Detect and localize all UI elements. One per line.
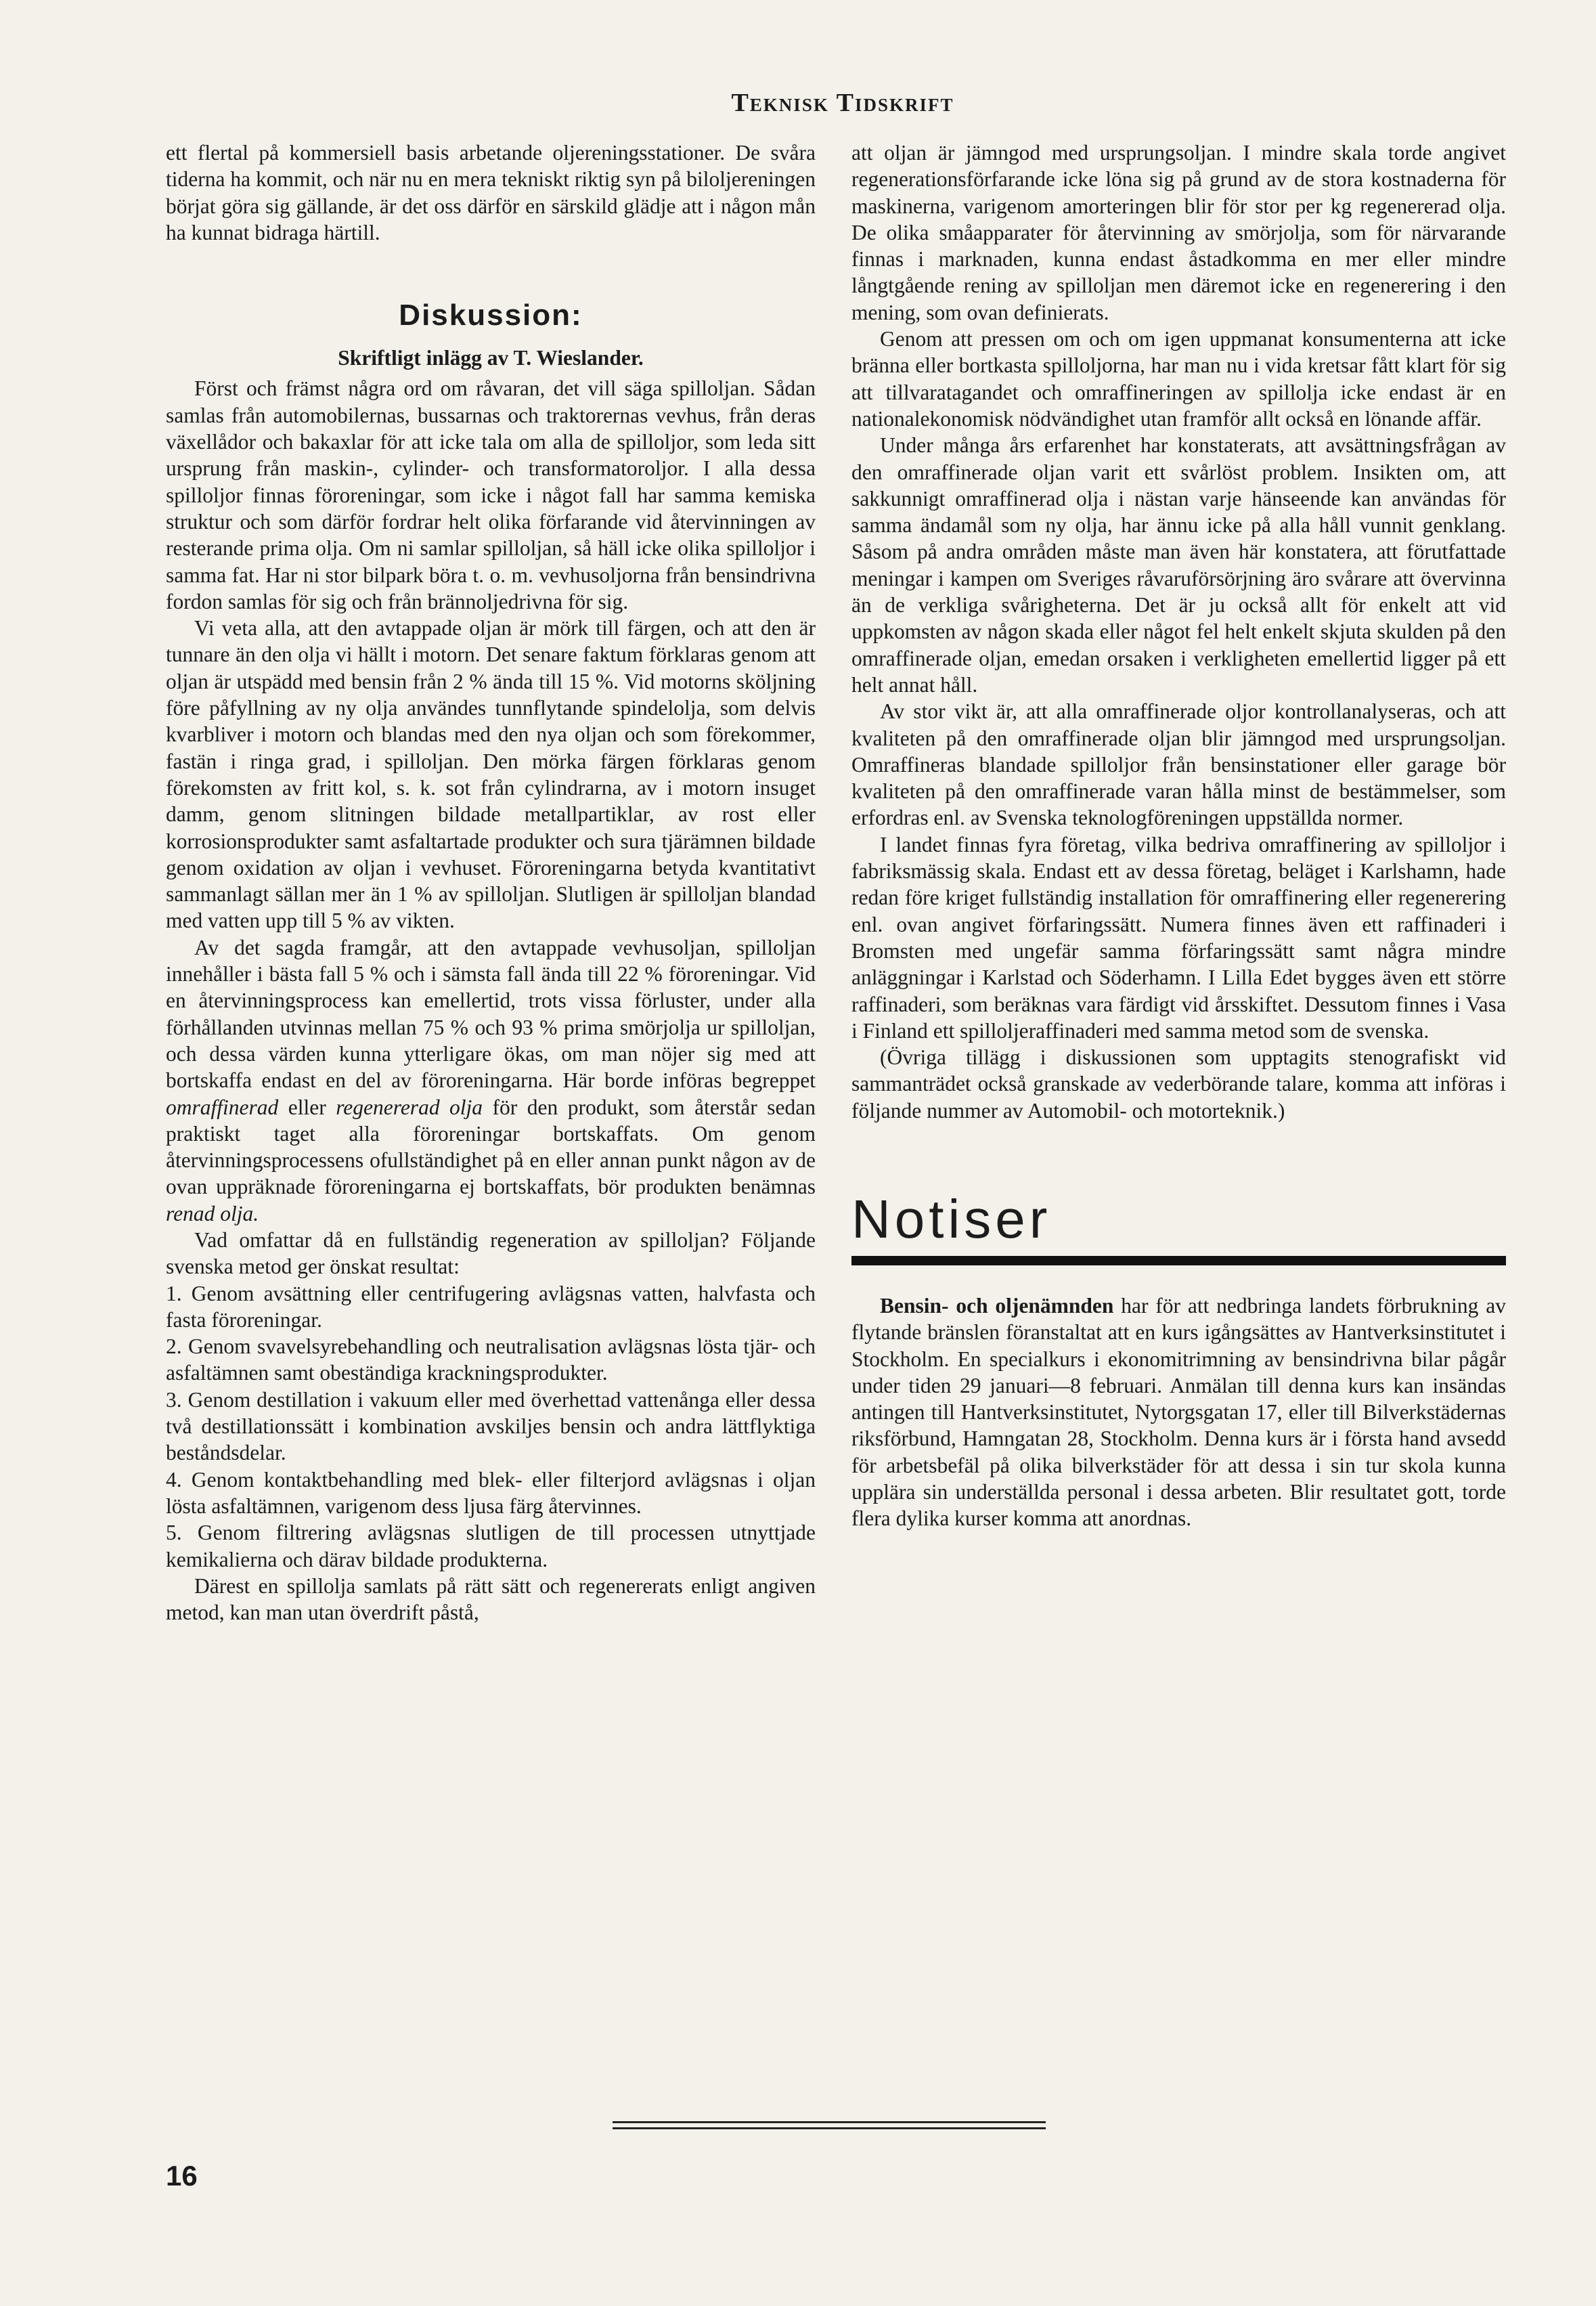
term-regenererad: regenererad olja [336,1095,483,1119]
discussion-heading: Diskussion: [399,299,583,332]
paragraph: Därest en spillolja samlats på rätt sätt och regenererats enligt angiven metod, kan man utan överdrift påstå, [166,1573,816,1625]
notiser-heading: Notiser [851,1188,1052,1249]
journal-title: Teknisk Tidskrift [731,89,954,117]
intro-paragraph: ett flertal på kommersiell basis arbetande oljereningsstationer. De svåra tiderna ha kommit, och när nu en mera tekniskt riktig syn på biloljereningen börjat göra sig gällande, är det oss därför en särskild glädje att i någon mån ha kunnat bidraga härtill. [166,141,816,244]
paragraph: Vi veta alla, att den avtappade oljan är mörk till färgen, och att den är tunnare än den olja vi hällt i motorn. Det senare faktum förklaras genom att oljan är utspädd med bensin från 2 % ända till 15 %. Vid motorns sköljning före påfyllning av ny olja användes tunnflytande spindelolja, som delvis kvarbliver i motorn och blandas med den nya oljan och som förekommer, fastän i ringa grad, i spilloljan. Den mörka färgen förklaras genom förekomsten av fritt kol, s. k. sot från cylindrarna, av i motorn insuget damm, genom slitningen bildade metallpartiklar, av rost eller korrosionsprodukter samt asfaltartade produkter och sura tjärämnen bildade genom oxidation av oljan i vevhuset. Föroreningarna betyda kvantitativt sammanlagt sällan mer än 1 % av spilloljan. Slutligen är spilloljan blandad med vatten upp till 5 % av vikten. [166,616,816,933]
notis-lead: Bensin- och oljenämnden [880,1293,1114,1318]
heading-rule [851,1256,1506,1265]
list-item: 2. Genom svavelsyrebehandling och neutralisation avlägsnas lösta tjär- och asfaltämnen samt obeständiga krackningsprodukter. [166,1334,816,1385]
list-item: 4. Genom kontaktbehandling med blek- eller filterjord avlägsnas i oljan lösta asfaltämnen, varigenom dess ljusa färg återvinnes. [166,1467,816,1518]
bottom-rule [613,2121,1046,2129]
byline: Skriftligt inlägg av T. Wieslander. [338,346,644,370]
paragraph: Vad omfattar då en fullständig regeneration av spilloljan? Följande svenska metod ger önskat resultat: [166,1227,816,1279]
paragraph: Först och främst några ord om råvaran, det vill säga spilloljan. Sådan samlas från automobilernas, bussarnas och traktorernas vevhus, från deras växellådor och bakaxlar för att icke tala om alla de spilloljor, som leda sitt ursprung från maskin-, cylinder- och transformatoroljor. I alla dessa spilloljor finnas föroreningar, som icke i något fall har samma kemiska struktur och som därför fordrar helt olika förfarande vid återvinningen av resterande prima olja. Om ni samlar spilloljan, så häll icke olika spilloljor i samma fat. Har ni stor bilpark böra t. o. m. vevhusoljorna från bensindrivna fordon samlas för sig och från brännoljedrivna för sig. [166,376,816,613]
paragraph: att oljan är jämngod med ursprungsoljan. I mindre skala torde angivet regenerationsförfarande icke löna sig på grund av de stora kostnaderna för maskinerna, varigenom amorteringen blir för stor per kg regenererad olja. De olika småapparater för återvinning av smörjolja, som för närvarande finnas i marknaden, kunna endast åstadkomma en mer eller mindre långtgående rening av spilloljan men däremot icke en regenerering i den mening, som ovan definierats. [851,141,1506,324]
notis-paragraph: Bensin- och oljenämnden har för att nedbringa landets förbrukning av flytande bränslen föranstaltat att en kurs igångsättes av Hantverksinstitutet i Stockholm. En specialkurs i ekonomitrimning av bensindrivna bilar pågår under tiden 29 januari—8 februari. Anmälan till denna kurs kan insändas antingen till Hantverksinstitutet, Nytorgsgatan 17, eller till Bilverkstädernas riksförbund, Hamngatan 28, Stockholm. Denna kurs är i första hand avsedd för arbetsbefäl på olika bilverkstäder för att dessa i sin tur skola kunna upplära sin underställda personal i dessa arbeten. Blir resultatet gott, torde flera dylika kurser komma att anordnas. [851,1293,1506,1531]
term-renad: renad olja. [166,1201,259,1225]
paragraph: I landet finnas fyra företag, vilka bedriva omraffinering av spilloljor i fabriksmässig skala. Endast ett av dessa företag, beläget i Karlshamn, hade redan före kriget fullständig installation för omraffinering eller regenerering enl. ovan angivet förfaringssätt. Numera finnes även ett raffinaderi i Bromsten med ungefär samma förfaringssätt samt några mindre anläggningar i Karlstad och Söderhamn. I Lilla Edet bygges även ett större raffinaderi, som beräknas vara färdigt vid årsskiftet. Dessutom finnes i Vasa i Finland ett spilloljeraffinaderi med samma metod som de svenska. [851,832,1506,1043]
right-column [851,139,1506,1532]
list-item: 3. Genom destillation i vakuum eller med överhettad vattenånga eller dessa två destillationssätt i kombination avskiljes bensin och andra lättflyktiga beståndsdelar. [166,1387,816,1465]
discussion-note: (Övriga tillägg i diskussionen som upptagits stenografiskt vid sammanträdet också granskade av vederbörande talare, komma att införas i följande nummer av Automobil- och motorteknik.) [851,1045,1506,1123]
paragraph: Genom att pressen om och om igen uppmanat konsumenterna att icke bränna eller bortkasta spilloljorna, har man nu i vida kretsar fått klart för sig att tillvaratagandet och omraffineringen av spillolja icke endast är en nationalekonomisk nödvändighet utan framför allt också en lönande affär. [851,327,1506,431]
term-omraffinerad: omraffinerad [166,1095,279,1119]
paragraph: Av stor vikt är, att alla omraffinerade oljor kontrollanalyseras, och att kvaliteten på den omraffinerade oljan blir jämngod med ursprungsoljan. Omraffineras blandade spilloljor från bensinstationer eller garage bör kvaliteten på den omraffinerade varan hålla minst de bestämmelser, som erfordras enl. av Svenska teknologföreningen uppställda normer. [851,699,1506,830]
list-item: 1. Genom avsättning eller centrifugering avlägsnas vatten, halvfasta och fasta föroreningar. [166,1281,816,1332]
paragraph: Av det sagda framgår, att den avtappade vevhusoljan, spilloljan innehåller i bästa fall 5 % och i sämsta fall ända till 22 % föroreningar. Vid en återvinningsprocess kan emellertid, trots vissa förluster, under alla förhållanden utvinnas mellan 75 % och 93 % prima smörjolja ur spilloljan, och dessa värden kunna ytterligare ökas, om man nöjer sig med att bortskaffa endast en del av föroreningarna. Här borde införas begreppet omraffinerad eller regenererad olja för den produkt, som återstår sedan praktiskt taget alla föroreningar bortskaffats. Om genom återvinningsprocessens ofullständighet på en eller annan punkt någon av de ovan uppräknade föroreningarna ej bortskaffats, bör produkten benämnas renad olja. [166,935,816,1225]
left-column [166,139,816,1626]
paragraph: Under många års erfarenhet har konstaterats, att avsättningsfrågan av den omraffinerade oljan varit ett svårlöst problem. Insikten om, att sakkunnigt omraffinerad olja i nästan varje hänseende kan användas för samma ändamål som ny olja, har ännu icke på alla håll vunnit genklang. Såsom på andra områden måste man även här konstatera, att förutfattade meningar i kampen om Sveriges råvaruförsörjning äro svårare att övervinna än de verkliga svårigheterna. Det är ju också allt för enkelt att vid uppkomsten av någon skada eller något fel helt enkelt skjuta skulden på den omraffinerade oljan, emedan orsaken i verkligheten emellertid ligger på ett helt annat håll. [851,433,1506,697]
list-item: 5. Genom filtrering avlägsnas slutligen de till processen utnyttjade kemikalierna och därav bildade produkterna. [166,1521,816,1571]
page-number: 16 [166,2160,198,2192]
